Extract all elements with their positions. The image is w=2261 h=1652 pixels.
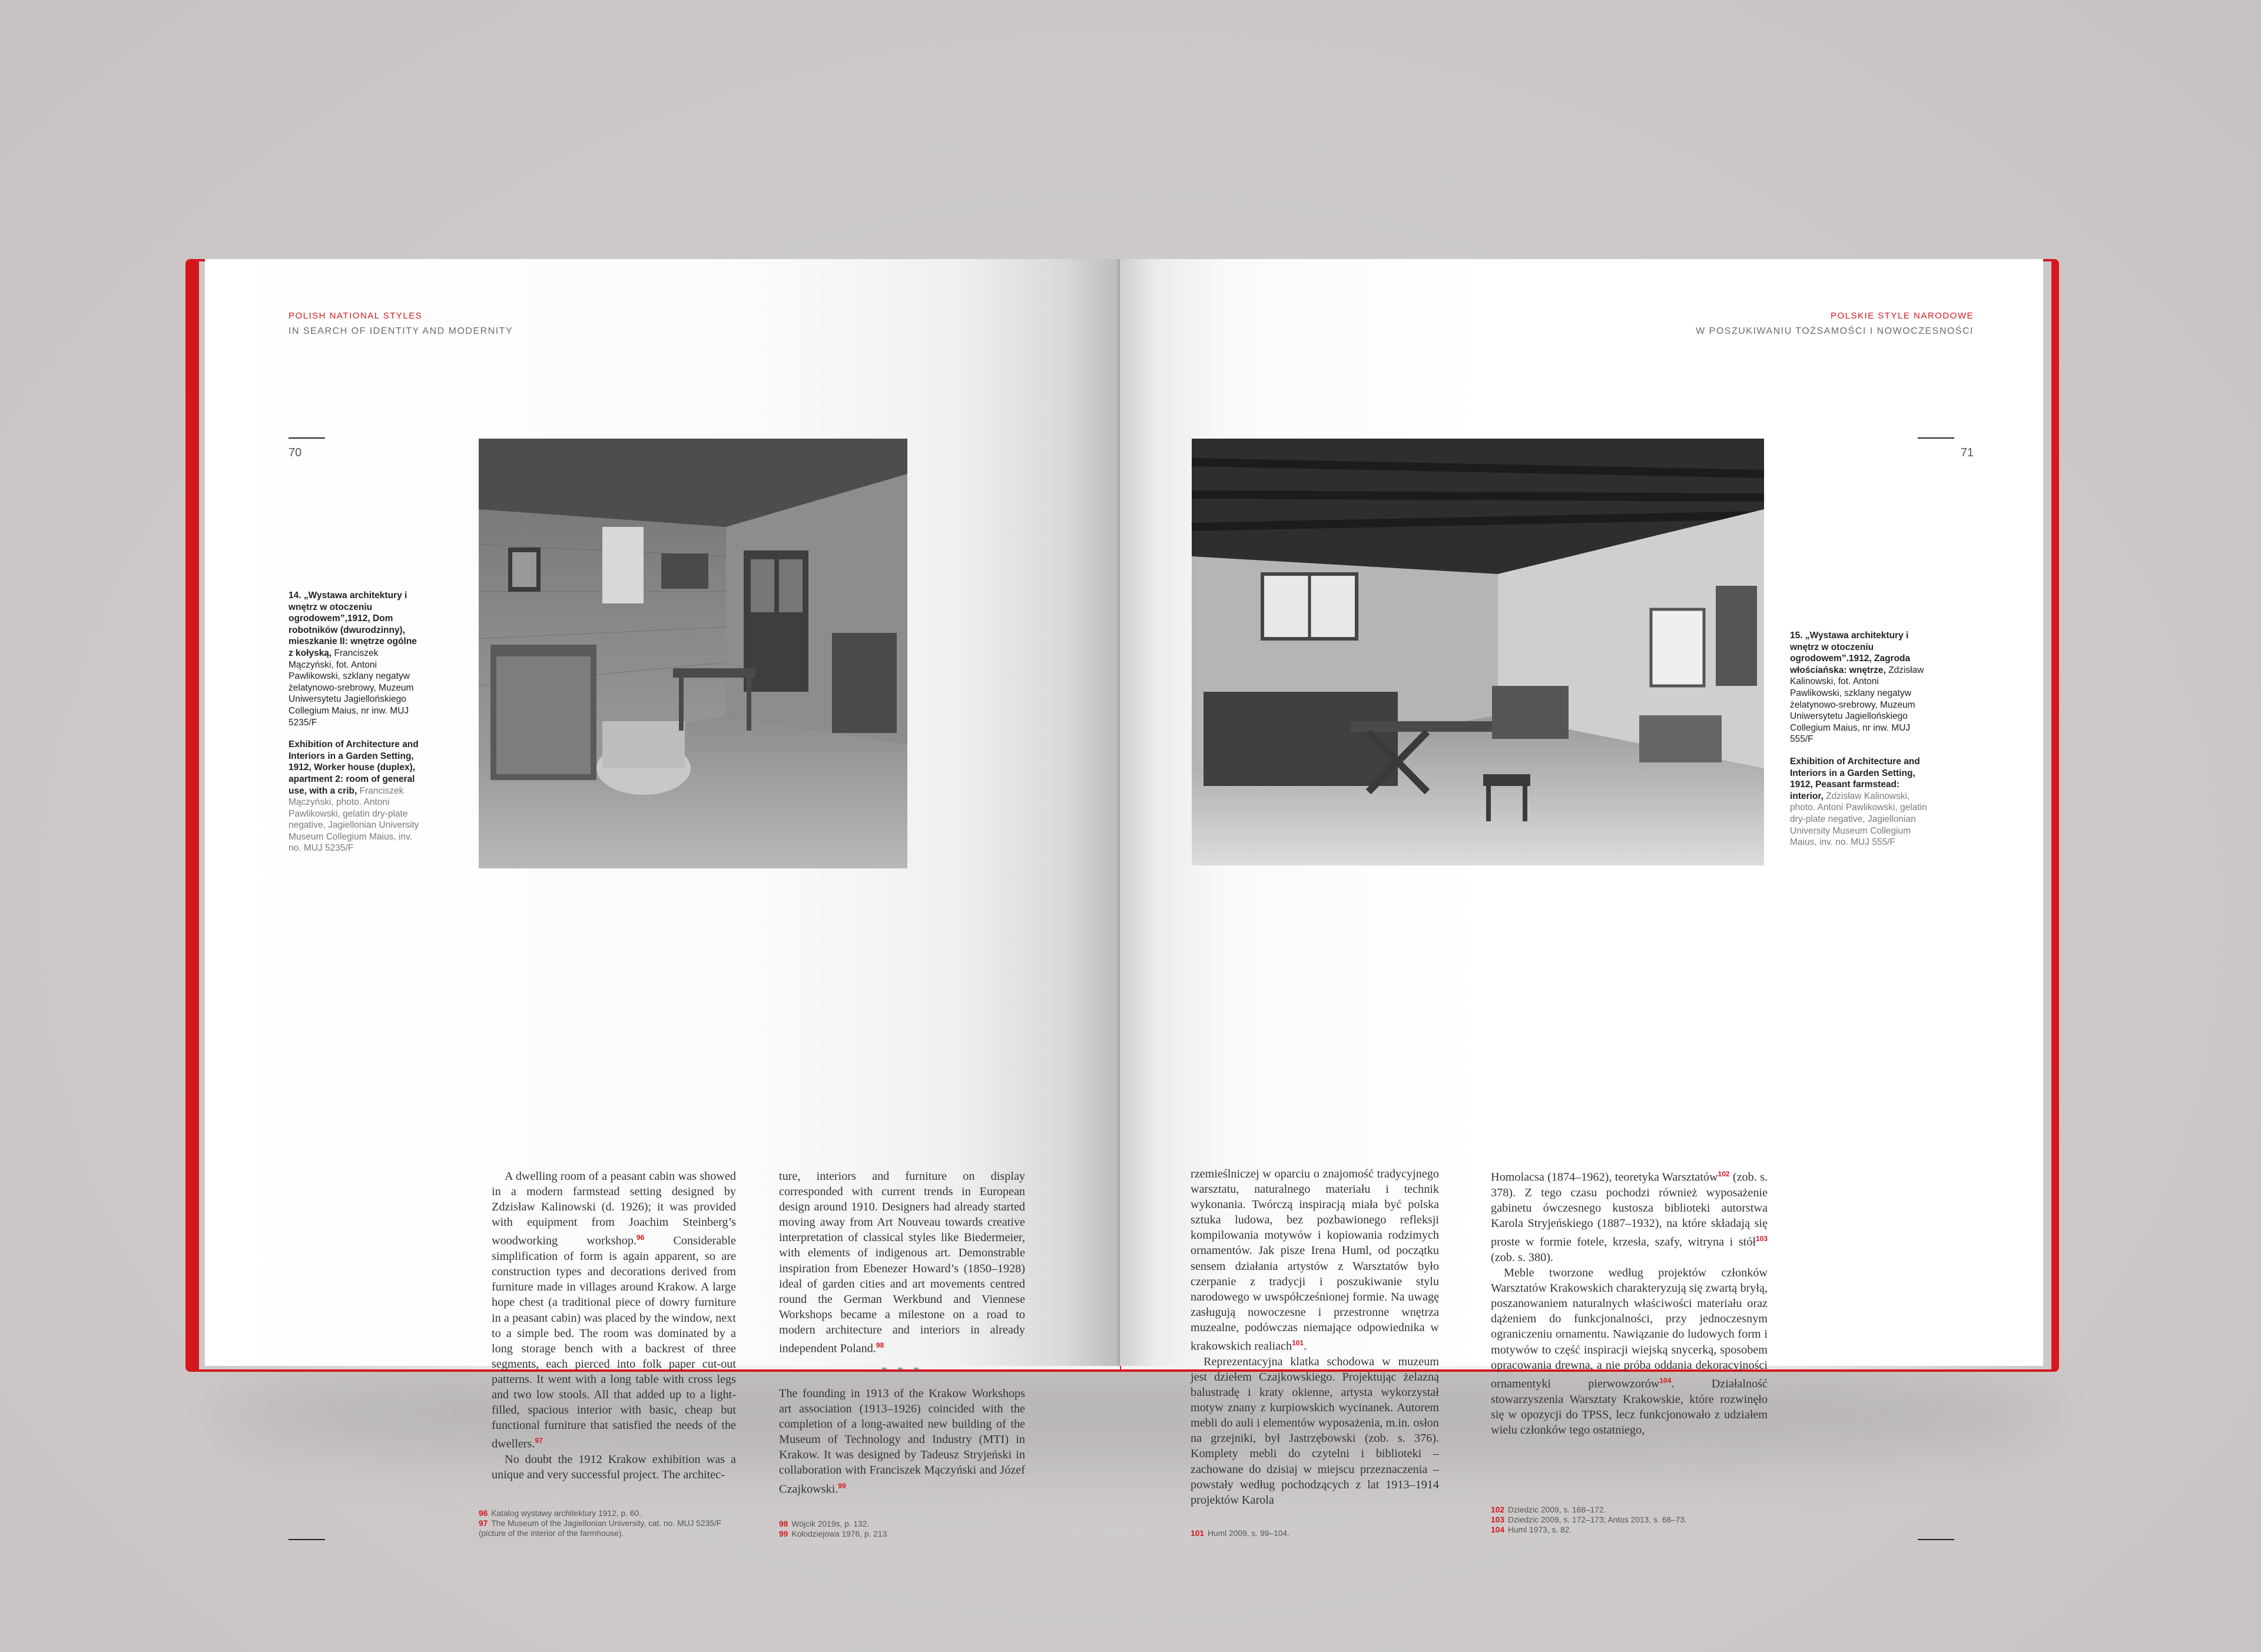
black-white-photograph-icon <box>1192 439 1764 865</box>
paragraph: No doubt the 1912 Krakow exhibition was a unique and very successful project. The architec- <box>492 1453 736 1482</box>
figure-caption <box>289 590 423 854</box>
paragraph: Reprezentacyjna klatka schodowa w muzeum jest dziełem Czajkowskiego. Projektując żelazną balustradę i kraty okienne, artysta wykorzystał motyw znany z kurpiowskich wycinanek. Autorem mebli do auli i elementów wyposażenia, m.in. osłon na grzejniki, był Jastrzębowski (zob. s. 376). Komplety mebli do czytelni i biblioteki – zachowane do dzisiaj w miejscu przeznaczenia – powstały według pochodzących z lat 1913–1914 projektów Karola <box>1191 1355 1439 1507</box>
left-page <box>205 259 1119 1538</box>
caption-polish: 14. „Wystawa architektury i wnętrz w otoczeniu ogrodowem”,1912, Dom robotników (dwurodzinny), mieszkanie II: wnętrze ogólne z kołyską, Franciszek Mączyński, fot. Antoni Pawlikowski, szklany negatyw żelatynowo-srebrowy, Muzeum Uniwersytetu Jagiellońskiego Collegium Maius, nr inw. MUJ 5235/F <box>289 591 417 728</box>
footnote: 103 Dziedzic 2009, s. 172–173; Antos 2013, s. 68–73. <box>1491 1515 1687 1524</box>
body-column-1 <box>1191 1166 1439 1508</box>
footnotes-column-1 <box>1191 1528 1438 1538</box>
page-number: 70 <box>289 446 302 459</box>
footnote-ref[interactable]: 101 <box>1292 1339 1304 1348</box>
paragraph: The founding in 1913 of the Krakow Workshops art association (1913–1926) coincided with the completion of a long-awaited new building of the Museum of Technology and Industry (MTI) in Krakow. It was designed by Tadeusz Stryjeński in collaboration with Franciszek Mączyński and Józef Czajkowski.$^{99}$ <box>779 1386 1025 1496</box>
paragraph: Homolacsa (1874–1962), teoretyka Warsztatów$^{102}$ (zob. s. 378). Z tego czasu pochodzi również wyposażenie gabinetu ówczesnego kustosza biblioteki autorstwa Karola Stryjeńskiego (1887–1932), na które składają się proste w formie fotele, krzesła, szafy, witryna i stół$^{103}$ (zob. s. 380). <box>1491 1170 1768 1264</box>
footnote-ref[interactable]: 104 <box>1659 1376 1672 1385</box>
caption-english: Exhibition of Architecture and Interiors in a Garden Setting, 1912, Peasant farmstead: interior, Zdzisław Kalinowski, photo. Antoni Pawlikowski, gelatin dry-plate negative, Jagiellonian University Museum Collegium Maius, inv. no. MUJ 555/F <box>1790 756 1927 848</box>
body-column-2 <box>1491 1166 1768 1438</box>
footnote-ref[interactable]: 97 <box>535 1437 543 1445</box>
footnote-ref[interactable]: 99 <box>838 1481 846 1490</box>
photo-peasant-farmstead-interior <box>1192 439 1764 865</box>
footer-rule <box>289 1539 325 1540</box>
photo-worker-house-interior <box>479 439 907 868</box>
running-head: POLISH NATIONAL STYLES <box>289 311 423 321</box>
folio-rule <box>1918 437 1954 439</box>
footnote-ref[interactable]: 98 <box>876 1341 884 1350</box>
caption-polish: 15. „Wystawa architektury i wnętrz w otoczeniu ogrodowem”.1912, Zagroda włościańska: wnętrze, Zdzisław Kalinowski, fot. Antoni Pawlikowski, szklany negatyw żelatynowo-srebrowy, Muzeum Uniwersytetu Jagiellońskiego Collegium Maius, nr inw. MUJ 555/F <box>1790 631 1924 745</box>
footnote: 101 Huml 2009, s. 99–104. <box>1191 1529 1289 1538</box>
footer-rule <box>1918 1539 1954 1540</box>
footnote: 97 The Museum of the Jagiellonian University, cat. no. MUJ 5235/F (picture of the interior of the farmhouse). <box>479 1519 722 1538</box>
right-page <box>1120 259 2043 1538</box>
running-head: POLSKIE STYLE NARODOWE <box>1830 311 1974 321</box>
paragraph: Meble tworzone według projektów członków Warsztatów Krakowskich charakteryzują się zwartą bryłą, poszanowaniem naturalnych właściwości materiału oraz dążeniem do funkcjonalności, przy jednoczesnym ograniczeniu ornamentu. Nawiązanie do ludowych form i motywów to część inspiracji wiejską snycerką, sposobem opracowania drewna, a nie próba oddania dekoracyjności ornamentyki pierwowzorów$^{104}$. Działalność stowarzyszenia Warsztaty Krakowskie, które rozwinęło się w opozycji do TPSS, lecz funkcjonowało z udziałem wielu członków tego ostatniego, <box>1491 1266 1768 1437</box>
body-column-1 <box>492 1169 736 1482</box>
footnotes-column-1 <box>479 1508 732 1538</box>
running-subhead: W POSZUKIWANIU TOŻSAMOŚCI I NOWOCZESNOŚCI <box>1696 326 1974 336</box>
running-subhead: IN SEARCH OF IDENTITY AND MODERNITY <box>289 326 513 336</box>
page-number: 71 <box>1960 446 1974 459</box>
body-column-2 <box>779 1169 1025 1497</box>
footnotes-column-2 <box>779 1519 1015 1539</box>
section-break: * * * <box>881 1364 923 1378</box>
footnote: 99 Kołodziejowa 1976, p. 213. <box>779 1530 890 1538</box>
footnote-ref[interactable]: 103 <box>1755 1235 1768 1243</box>
footnote: 102 Dziedzic 2009, s. 168–172. <box>1491 1505 1606 1514</box>
paragraph: ture, interiors and furniture on display corresponded with current trends in European design around 1910. Designers had already started moving away from Art Nouveau towards creative interpretation of classical styles like Biedermeier, with elements of indigenous art. Demonstrable inspiration from Ebenezer Howard’s (1850–1928) ideal of garden cities and art movements centred round the German Werkbund and Viennese Workshops became a milestone on a road to modern architecture and interiors in already independent Poland.$^{98}$ <box>779 1170 1025 1355</box>
footnote-ref[interactable]: 102 <box>1718 1170 1730 1178</box>
folio-rule <box>289 437 325 439</box>
footnote: 104 Huml 1973, s. 82. <box>1491 1525 1572 1534</box>
footnote: 96 Katalog wystawy architektury 1912, p. 60. <box>479 1509 641 1518</box>
footnote: 98 Wójcik 2019s, p. 132. <box>779 1520 870 1528</box>
footnotes-column-2 <box>1491 1505 1762 1535</box>
figure-caption <box>1790 630 1929 848</box>
paragraph: rzemieślniczej w oparciu o znajomość tradycyjnego warsztatu, naturalnego materiału i technik wykonania. Twórczą inspiracją miała być polska sztuka ludowa, bez pozbawionego refleksji kompilowania motywów i kopiowania rodzimych ornamentów. Jak pisze Irena Huml, od początku sensem działania artystów z Warsztatów było czerpanie z tradycji i poszukiwanie stylu narodowego w uwspółcześnionej formie. Na uwagę zasługują nowoczesne i przestronne wnętrza muzealne, podówczas niemające odpowiednika w krakowskich realiach$^{101}$. <box>1191 1167 1439 1353</box>
caption-english: Exhibition of Architecture and Interiors in a Garden Setting, 1912, Worker house (duplex), apartment 2: room of general use, with a crib, Franciszek Mączyński, photo. Antoni Pawlikowski, gelatin dry-plate negative, Jagiellonian University Museum Collegium Maius, inv. no. MUJ 5235/F <box>289 739 419 854</box>
footnote-ref[interactable]: 96 <box>636 1233 645 1242</box>
paragraph: A dwelling room of a peasant cabin was showed in a modern farmstead setting designed by Zdzisław Kalinowski (d. 1926); it was provided with equipment from Joachim Steinberg’s woodworking workshop.$^{96}$ Considerable simplification of form is again apparent, so are construction types and decorations derived from furniture made in villages around Krakow. A large hope chest (a traditional piece of dowry furniture in a peasant cabin) was placed by the window, next to a simple bed. The room was dominated by a long storage bench with a backrest of three segments, each pierced into folk paper cut-out patterns. It went with a long table with cross legs and two low stools. All that added up to a light-filled, spacious interior with basic, cheap but functional furniture that satisfied the needs of the dwellers.$^{97}$ <box>492 1170 736 1451</box>
black-white-photograph-icon <box>479 439 907 868</box>
